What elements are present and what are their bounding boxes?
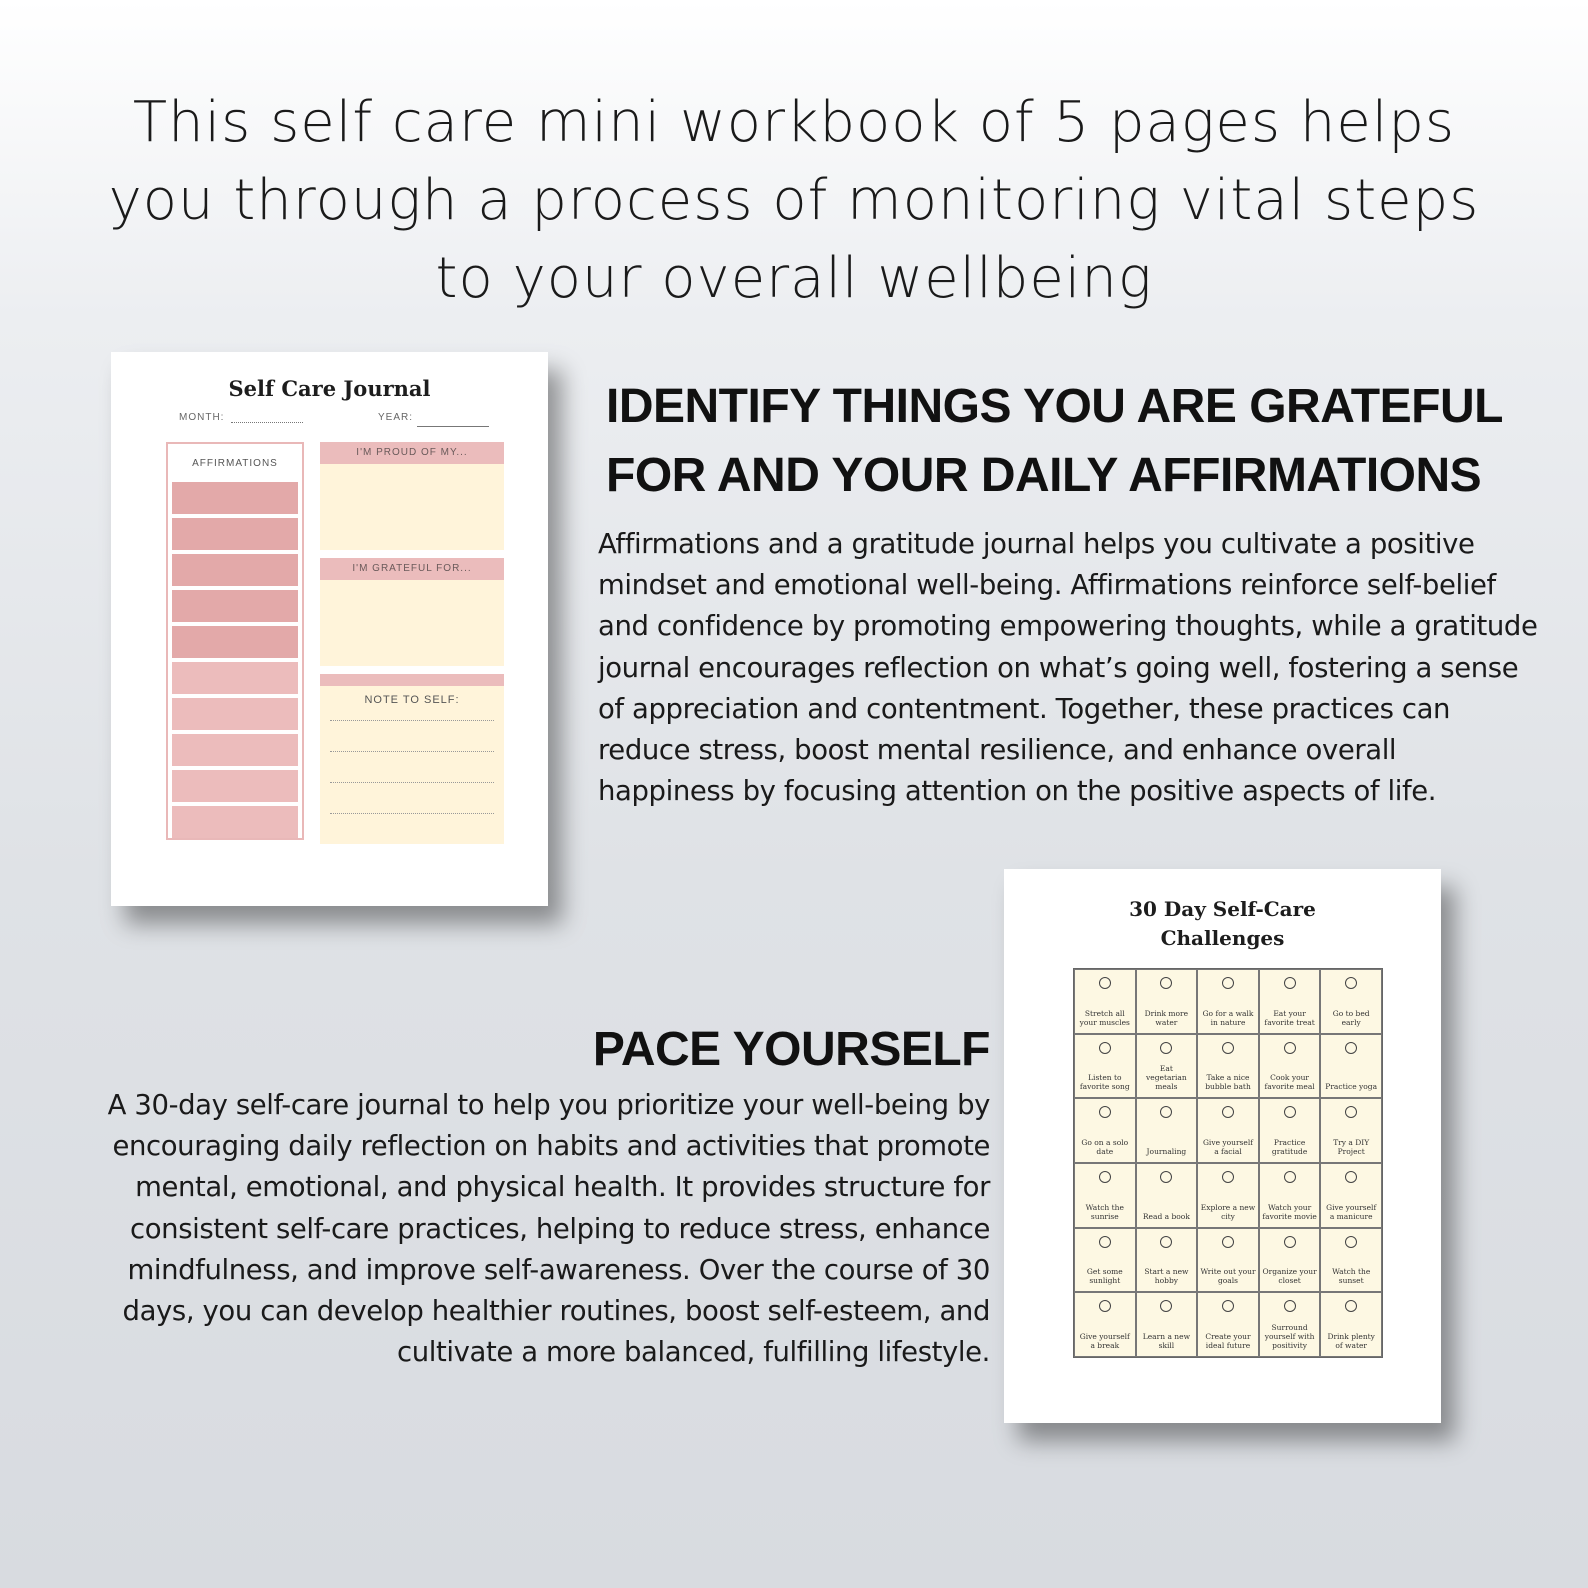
checkbox-circle-icon [1345,1300,1357,1312]
challenge-text: Drink more water [1144,1008,1189,1027]
challenge-cell [1136,1163,1198,1228]
month-label: MONTH: [179,412,225,423]
challenge-text: Read a book [1142,1211,1190,1221]
checkbox-circle-icon [1345,1106,1357,1118]
challenge-cell [1259,969,1321,1034]
grateful-heading [606,372,1546,510]
challenge-cell [1074,969,1136,1034]
checkbox-circle-icon [1222,1042,1234,1054]
affirmation-row [172,554,298,586]
journal-title: Self Care Journal [228,376,431,401]
month-line [231,422,303,423]
challenge-text: Give yourself a break [1079,1331,1130,1350]
proud-label: I'M PROUD OF MY... [320,442,504,464]
challenge-text: Try a DIY Project [1333,1137,1370,1156]
checkbox-circle-icon [1099,1236,1111,1248]
checkbox-circle-icon [1099,1042,1111,1054]
note-panel [320,674,504,844]
challenge-text: Write out your goals [1200,1267,1256,1286]
headline: This self care mini workbook of 5 pages helps you through a process of monitoring vital steps to your overall wellbeing [108,90,1480,311]
grateful-heading-line1: IDENTIFY THINGS YOU ARE GRATEFUL [606,380,1503,433]
challenge-cell [1136,1228,1198,1293]
affirmation-row [172,734,298,766]
checkbox-circle-icon [1345,1171,1357,1183]
checkbox-circle-icon [1160,1042,1172,1054]
grateful-heading-line2: FOR AND YOUR DAILY AFFIRMATIONS [606,449,1482,502]
challenge-text: Go on a solo date [1081,1137,1129,1156]
note-label: NOTE TO SELF: [364,694,460,706]
affirmation-row [172,590,298,622]
challenge-text: Practice yoga [1325,1082,1378,1092]
affirmation-row [172,626,298,658]
challenge-cell [1320,1292,1382,1357]
year-label: YEAR: [378,412,414,423]
proud-panel [320,442,504,550]
checkbox-circle-icon [1160,1106,1172,1118]
challenge-cell [1259,1163,1321,1228]
challenge-cell [1136,1034,1198,1099]
affirmation-row [172,482,298,514]
checkbox-circle-icon [1160,1171,1172,1183]
checkbox-circle-icon [1284,1106,1296,1118]
challenge-cell [1074,1292,1136,1357]
checkbox-circle-icon [1222,1300,1234,1312]
challenge-text: Watch the sunset [1332,1267,1371,1286]
challenge-text: Explore a new city [1200,1202,1256,1221]
challenge-cell [1136,1292,1198,1357]
affirmations-label: AFFIRMATIONS [192,458,278,469]
challenge-cell [1136,1098,1198,1163]
challenge-text: Start a new hobby [1144,1267,1189,1286]
challenge-text: Organize your closet [1262,1267,1317,1286]
challenge-cell [1197,1292,1259,1357]
challenge-text: Watch your favorite movie [1262,1202,1317,1221]
pace-body: A 30-day self-care journal to help you prioritize your well-being by encouraging daily reflection on habits and activities that promote mental, emotional, and physical health. It provides structure for consistent self-care practices, helping to reduce stress, enhance mindfulness, and improve self-awareness. Over the course of 30 days, you can develop healthier routines, boost self-esteem, and cultivate a more balanced, fulfilling lifestyle. [107,1089,990,1369]
year-line [417,426,489,427]
checkbox-circle-icon [1284,1171,1296,1183]
challenge-text: Give yourself a manicure [1326,1202,1377,1221]
checkbox-circle-icon [1284,1236,1296,1248]
challenge-page-preview [1004,869,1441,1423]
challenge-cell [1074,1228,1136,1293]
challenge-text: Cook your favorite meal [1264,1073,1315,1092]
checkbox-circle-icon [1160,1300,1172,1312]
challenge-cell [1074,1163,1136,1228]
challenge-text: Give yourself a facial [1202,1137,1254,1156]
grateful-panel [320,558,504,666]
checkbox-circle-icon [1284,1042,1296,1054]
challenge-cell [1320,1228,1382,1293]
challenge-text: Watch the sunrise [1085,1202,1124,1221]
challenge-cell [1259,1098,1321,1163]
challenge-cell [1320,1098,1382,1163]
checkbox-circle-icon [1222,977,1234,989]
note-line [330,813,494,814]
affirmation-row [172,806,298,838]
challenge-text: Practice gratitude [1271,1137,1308,1156]
challenge-text: Eat your favorite treat [1264,1008,1315,1027]
grateful-body: Affirmations and a gratitude journal helps you cultivate a positive mindset and emotional well-being. Affirmations reinforce self-belief and confidence by promoting empowering thoughts, while a gratitude journal encourages reflection on what’s going well, fostering a sense of appreciation and contentment. Together, these practices can reduce stress, boost mental resilience, and enhance overall happiness by focusing attention on the positive aspects of life. [598,528,1538,808]
challenge-title-line1: 30 Day Self-Care [1129,897,1316,921]
challenge-cell [1197,1228,1259,1293]
challenge-text: Create your ideal future [1205,1331,1251,1350]
checkbox-circle-icon [1160,1236,1172,1248]
challenge-cell [1197,1163,1259,1228]
affirmations-box [166,442,304,840]
challenge-cell [1259,1034,1321,1099]
challenge-cell [1259,1228,1321,1293]
challenge-text: Go to bed early [1332,1008,1370,1027]
affirmation-row [172,518,298,550]
checkbox-circle-icon [1345,1042,1357,1054]
checkbox-circle-icon [1222,1171,1234,1183]
challenge-text: Eat vegetarian meals [1146,1064,1187,1092]
challenge-text: Take a nice bubble bath [1205,1073,1251,1092]
journal-page-preview [111,352,548,906]
affirmation-row [172,662,298,694]
challenge-text: Drink plenty of water [1327,1331,1375,1350]
challenge-text: Stretch all your muscles [1079,1008,1130,1027]
challenge-text: Surround yourself with positivity [1264,1322,1315,1350]
challenge-cell [1197,1034,1259,1099]
challenge-cell [1197,1098,1259,1163]
checkbox-circle-icon [1345,977,1357,989]
checkbox-circle-icon [1099,1300,1111,1312]
checkbox-circle-icon [1345,1236,1357,1248]
note-line [330,720,494,721]
affirmation-rows [172,482,298,842]
note-band [320,674,504,686]
checkbox-circle-icon [1222,1106,1234,1118]
checkbox-circle-icon [1099,1106,1111,1118]
challenge-text: Get some sunlight [1086,1267,1123,1286]
challenge-cell [1320,969,1382,1034]
challenge-text: Go for a walk in nature [1202,1008,1254,1027]
challenge-text: Journaling [1146,1146,1187,1156]
checkbox-circle-icon [1284,1300,1296,1312]
challenge-text: Learn a new skill [1142,1331,1190,1350]
challenge-cell [1136,969,1198,1034]
note-line [330,751,494,752]
challenge-title-line2: Challenges [1160,926,1285,950]
challenge-title [1004,895,1441,953]
affirmation-row [172,770,298,802]
challenge-grid [1073,968,1383,1358]
note-line [330,782,494,783]
challenge-cell [1197,969,1259,1034]
affirmation-row [172,698,298,730]
checkbox-circle-icon [1099,977,1111,989]
pace-heading: PACE YOURSELF [592,1023,990,1076]
challenge-cell [1320,1034,1382,1099]
challenge-cell [1320,1163,1382,1228]
challenge-cell [1074,1098,1136,1163]
checkbox-circle-icon [1160,977,1172,989]
checkbox-circle-icon [1284,977,1296,989]
grateful-label: I'M GRATEFUL FOR... [320,558,504,580]
challenge-cell [1074,1034,1136,1099]
challenge-text: Listen to favorite song [1079,1073,1130,1092]
challenge-cell [1259,1292,1321,1357]
checkbox-circle-icon [1099,1171,1111,1183]
checkbox-circle-icon [1222,1236,1234,1248]
